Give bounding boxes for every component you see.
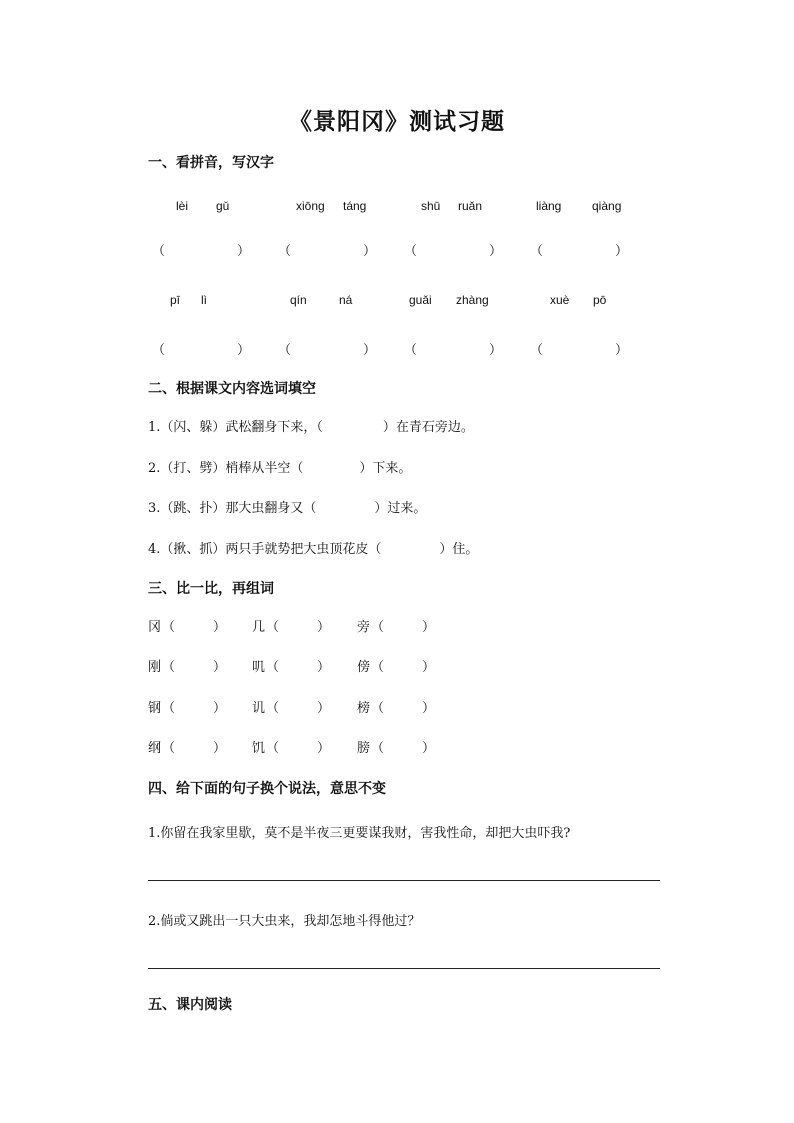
pinyin: pī — [170, 293, 181, 307]
compare-char: 钢 — [148, 701, 162, 716]
pinyin: gǔ — [216, 199, 230, 213]
compare-char: 膀 — [357, 741, 371, 756]
pinyin: xuè — [550, 293, 570, 307]
fill-blank-item — [148, 416, 474, 435]
answer-line-2 — [148, 968, 660, 969]
answer-paren-open: （ — [278, 244, 292, 259]
paren-pair: （ ） — [266, 701, 331, 716]
section4-heading: 四、给下面的句子换个说法，意思不变 — [148, 781, 386, 797]
paren-pair: （ ） — [162, 701, 227, 716]
answer-paren-open: （ — [278, 343, 292, 358]
rewrite-question-2: 2.倘或又跳出一只大虫来，我却怎地斗得他过？ — [148, 914, 421, 929]
section2-heading: 二、根据课文内容选词填空 — [148, 381, 316, 397]
answer-paren-close: ） — [615, 343, 629, 358]
paren-pair: （ ） — [162, 741, 227, 756]
fill-blank-before: 3.（跳、扑）那大虫翻身又（ — [148, 501, 317, 516]
answer-paren-close: ） — [363, 244, 377, 259]
compare-char: 纲 — [148, 741, 162, 756]
answer-paren-open: （ — [404, 343, 418, 358]
compare-char: 几 — [252, 620, 266, 635]
pinyin: ná — [339, 293, 353, 307]
answer-paren-close: ） — [489, 244, 503, 259]
fill-blank-after: ）过来。 — [374, 501, 427, 516]
pinyin: qín — [290, 293, 307, 307]
answer-paren-close: ） — [237, 244, 251, 259]
compare-char: 讥 — [252, 701, 266, 716]
paren-pair: （ ） — [371, 620, 436, 635]
pinyin: lì — [201, 293, 207, 307]
paren-pair: （ ） — [371, 660, 436, 675]
fill-blank-before: 4.（揪、抓）两只手就势把大虫顶花皮（ — [148, 542, 382, 557]
fill-blank-after: ）在青石旁边。 — [382, 420, 474, 435]
pinyin: qiàng — [592, 199, 622, 213]
pinyin: táng — [343, 199, 367, 213]
compare-char: 榜 — [357, 701, 371, 716]
answer-paren-close: ） — [237, 343, 251, 358]
compare-char: 旁 — [357, 620, 371, 635]
fill-blank-after: ）住。 — [439, 542, 479, 557]
answer-paren-open: （ — [404, 244, 418, 259]
pinyin: shū — [421, 199, 441, 213]
pinyin: pō — [593, 293, 607, 307]
fill-blank-item — [148, 497, 426, 516]
fill-blank-before: 2.（打、劈）梢棒从半空（ — [148, 461, 304, 476]
paren-pair: （ ） — [266, 660, 331, 675]
page-title: 《景阳冈》测试习题 — [289, 108, 505, 135]
answer-paren-close: ） — [615, 244, 629, 259]
answer-paren-open: （ — [152, 343, 166, 358]
compare-char: 饥 — [252, 741, 266, 756]
pinyin: guǎi — [409, 293, 432, 307]
pinyin: xiōng — [296, 199, 325, 213]
rewrite-question-1: 1.你留在我家里歇，莫不是半夜三更要谋我财，害我性命，却把大虫吓我? — [148, 826, 571, 841]
fill-blank-item — [148, 457, 411, 476]
compare-char: 叽 — [252, 660, 266, 675]
compare-char: 刚 — [148, 660, 162, 675]
compare-char: 傍 — [357, 660, 371, 675]
answer-paren-close: ） — [489, 343, 503, 358]
pinyin: ruǎn — [458, 199, 483, 213]
answer-paren-open: （ — [530, 343, 544, 358]
paren-pair: （ ） — [162, 620, 227, 635]
answer-paren-close: ） — [363, 343, 377, 358]
answer-paren-open: （ — [530, 244, 544, 259]
paren-pair: （ ） — [162, 660, 227, 675]
fill-blank-after: ）下来。 — [359, 461, 412, 476]
paren-pair: （ ） — [371, 741, 436, 756]
fill-blank-item — [148, 538, 478, 557]
section1-heading: 一、看拼音，写汉字 — [148, 155, 274, 171]
section3-heading: 三、比一比，再组词 — [148, 581, 274, 597]
pinyin: liàng — [536, 199, 562, 213]
compare-char: 冈 — [148, 620, 162, 635]
pinyin: lèi — [176, 199, 189, 213]
answer-paren-open: （ — [152, 244, 166, 259]
pinyin: zhàng — [456, 293, 489, 307]
paren-pair: （ ） — [266, 620, 331, 635]
answer-line-1 — [148, 880, 660, 881]
section5-heading: 五、课内阅读 — [148, 997, 232, 1013]
paren-pair: （ ） — [371, 701, 436, 716]
paren-pair: （ ） — [266, 741, 331, 756]
fill-blank-before: 1.（闪、躲）武松翻身下来，（ — [148, 420, 323, 435]
